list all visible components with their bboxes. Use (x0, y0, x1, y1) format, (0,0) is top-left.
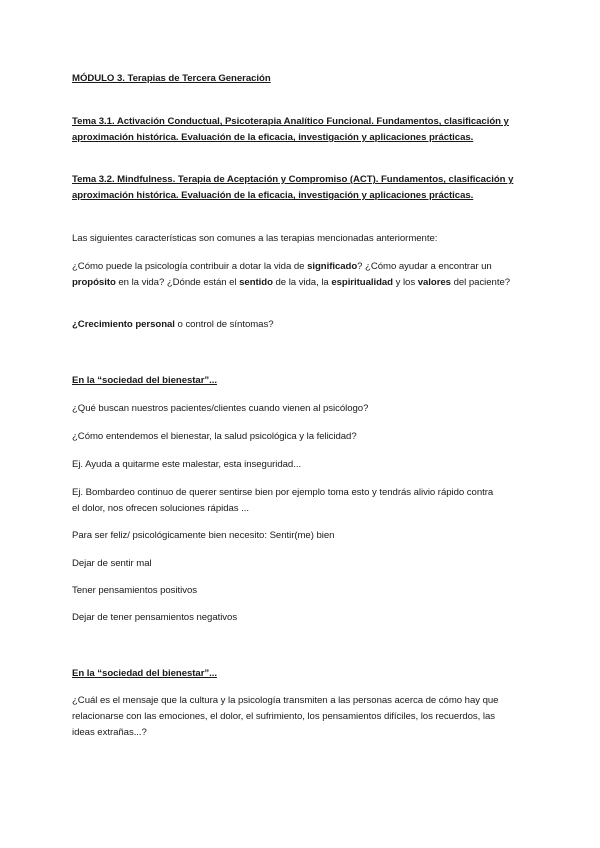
section-1-item-2: Tener pensamientos positivos (72, 585, 197, 596)
section-1-heading: En la “sociedad del bienestar”... (72, 375, 217, 386)
topic-1-title-line-2: aproximación histórica. Evaluación de la eficacia, investigación y aplicaciones prácticas. (72, 132, 474, 143)
section-1-question-1: ¿Qué buscan nuestros pacientes/clientes cuando vienen al psicólogo? (72, 403, 369, 414)
intro-text: Las siguientes características son comunes a las terapias mencionadas anteriormente: (72, 233, 438, 244)
topic-1-title-line-1: Tema 3.1. Activación Conductual, Psicoterapia Analítico Funcional. Fundamentos, clasificación y (72, 116, 509, 127)
section-1-example-1: Ej. Ayuda a quitarme este malestar, esta inseguridad... (72, 459, 302, 470)
topic-2-title-line-1: Tema 3.2. Mindfulness. Terapia de Aceptación y Compromiso (ACT). Fundamentos, clasificación y (72, 174, 514, 185)
section-1-item-1: Dejar de sentir mal (72, 558, 152, 569)
section-2-question-line-3: ideas extrañas...? (72, 727, 147, 738)
section-2-question-line-1: ¿Cuál es el mensaje que la cultura y la psicología transmiten a las personas acerca de cómo hay que (72, 695, 499, 706)
section-1-question-2: ¿Cómo entendemos el bienestar, la salud psicológica y la felicidad? (72, 431, 357, 442)
question-1-line-2: propósito en la vida? ¿Dónde están el sentido de la vida, la espiritualidad y los valores del paciente? (72, 277, 511, 288)
question-2: ¿Crecimiento personal o control de síntomas? (72, 319, 274, 330)
section-2-question-line-2: relacionarse con las emociones, el dolor, el sufrimiento, los pensamientos difíciles, los recuerdos, las (72, 711, 495, 722)
section-1-item-3: Dejar de tener pensamientos negativos (72, 612, 238, 623)
module-title: MÓDULO 3. Terapias de Tercera Generación (72, 73, 271, 84)
section-2-heading: En la “sociedad del bienestar”... (72, 668, 217, 679)
section-1-example-2-line-1: Ej. Bombardeo continuo de querer sentirse bien por ejemplo toma esto y tendrás alivio rápido contra (72, 487, 494, 498)
section-1-example-2-line-2: el dolor, nos ofrecen soluciones rápidas ... (72, 503, 249, 514)
question-1-line-1: ¿Cómo puede la psicología contribuir a dotar la vida de significado? ¿Cómo ayudar a encontrar un (72, 261, 492, 272)
section-1-happiness-statement: Para ser feliz/ psicológicamente bien necesito: Sentir(me) bien (72, 530, 335, 541)
topic-2-title-line-2: aproximación histórica. Evaluación de la eficacia, investigación y aplicaciones prácticas. (72, 190, 474, 201)
